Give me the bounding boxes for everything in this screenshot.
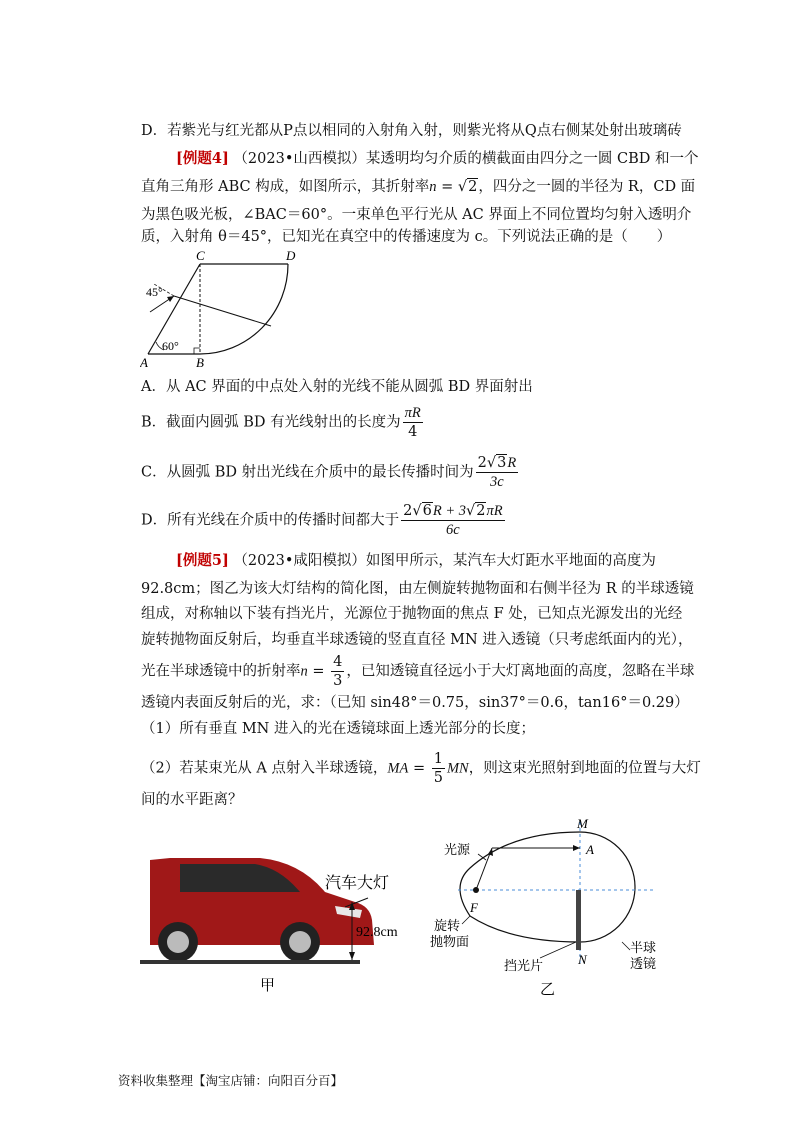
q2-text-a: （2）若某束光从 A 点射入半球透镜， (141, 760, 388, 777)
equals: = (408, 760, 430, 777)
ex5-question-2 (141, 750, 701, 787)
frac-den: 3c (490, 474, 504, 490)
option-c-text: C．从圆弧 BD 射出光线在介质中的最长传播时间为 (141, 464, 474, 481)
sqrt-6: 6 (422, 503, 432, 519)
label-a: A (140, 355, 148, 370)
var-r: R (507, 455, 517, 471)
lens-label-1: 半球 (630, 941, 657, 956)
ex4-option-b (141, 404, 425, 441)
angle-60: 60° (162, 339, 179, 353)
footer: 资料收集整理【淘宝店铺：向阳百分百】 (118, 1073, 344, 1088)
frac-den: 4 (408, 424, 418, 440)
ex4-line4: 质，入射角 θ＝45°，已知光在真空中的传播速度为 c。下列说法正确的是（ ） (141, 229, 672, 245)
fraction-time: $\frac{2√6R + 3√2\pi R}{6c}$ (403, 503, 503, 538)
ex5-line6: 透镜内表面反射后的光，求：（已知 sin48°＝0.75，sin37°＝0.6，tan16°＝0.29） (141, 695, 689, 711)
ex4-text2b: ，四分之一圆的半径为 R，CD 面 (478, 179, 696, 195)
ex5-text1: （2023•咸阳模拟）如图甲所示，某汽车大灯距水平地面的高度为 (233, 553, 656, 569)
fraction-1-5 (432, 750, 445, 787)
shield-label: 挡光片 (504, 959, 544, 974)
height-label: 92.8cm (356, 925, 398, 940)
num-mid: R + 3 (432, 503, 466, 519)
option-d-previous: D．若紫光与红光都从P点以相同的入射角入射，则紫光将从Q点右侧某处射出玻璃砖 (141, 123, 682, 139)
sqrt-2: 2 (468, 179, 478, 195)
equals: = (436, 179, 458, 195)
frac-num: 4 (333, 654, 343, 670)
ex5-tag: [例题5] (176, 552, 229, 569)
paraboloid-label-2: 抛物面 (430, 935, 470, 950)
lamp-label: 汽车大灯 (325, 873, 390, 892)
paraboloid-label-1: 旋转 (434, 919, 461, 934)
ex5-line2: 92.8cm；图乙为该大灯结构的简化图，由左侧旋转抛物面和右侧半径为 R 的半球透镜 (141, 581, 694, 597)
ex5-question-1: （1）所有垂直 MN 进入的光在透镜球面上透光部分的长度； (141, 721, 535, 737)
ex4-option-d (141, 502, 507, 539)
frac-den: 3 (333, 673, 343, 689)
frac-num: πR (404, 405, 421, 421)
car-figure (140, 840, 430, 1000)
frac-den: 6c (446, 522, 460, 538)
label-m: M (577, 818, 588, 831)
lens-label-2: 透镜 (630, 957, 657, 972)
var-ma: MA (387, 760, 409, 777)
option-b-text: B．截面内圆弧 BD 有光线射出的长度为 (141, 414, 401, 431)
text5a: 光在半球透镜中的折射率 (141, 663, 301, 680)
ex5-line5 (141, 653, 694, 690)
label-d: D (286, 248, 296, 263)
label-n: N (578, 952, 587, 967)
angle-45: 45° (146, 285, 163, 299)
source-label: 光源 (444, 843, 471, 858)
figure-b-caption: 乙 (540, 980, 556, 998)
num-coef: 2 (403, 503, 413, 519)
label-b: B (196, 355, 204, 370)
ex5-line4: 旋转抛物面反射后，均垂直半球透镜的竖直直径 MN 进入透镜（只考虑纸面内的光）， (141, 632, 693, 648)
option-d-text: D．所有光线在介质中的传播时间都大于 (141, 512, 400, 529)
text5b: ，已知透镜直径远小于大灯离地面的高度，忽略在半球 (346, 663, 695, 680)
ex4-tag: [例题4] (176, 150, 229, 167)
ex5-question-2-cont: 间的水平距离？ (141, 792, 243, 808)
num-pi-r: πR (486, 503, 503, 519)
ex4-line2: 直角三角形 ABC 构成，如图所示，其折射率n = √2，四分之一圆的半径为 R，CD 面 (141, 179, 696, 195)
ex4-text2a: 直角三角形 ABC 构成，如图所示，其折射率 (141, 179, 430, 195)
fraction-2root3r-3c: $\frac{2√3R}{3c}$ (477, 455, 517, 490)
figure-a-caption: 甲 (260, 976, 276, 994)
label-f: F (470, 900, 478, 915)
label-c: C (196, 248, 205, 263)
frac-den: 5 (433, 770, 443, 786)
var-mn: MN (446, 760, 469, 777)
ex4-option-a: A．从 AC 界面的中点处入射的光线不能从圆弧 BD 界面射出 (141, 379, 533, 395)
sqrt-2: 2 (476, 503, 486, 519)
ex4-figure (140, 248, 300, 370)
ex4-line3: 为黑色吸光板，∠BAC＝60°。一束单色平行光从 AC 界面上不同位置均匀射入透明介 (141, 207, 692, 223)
var-n: n (429, 179, 437, 195)
ex4-line1 (176, 149, 698, 169)
equals: = (307, 663, 330, 680)
fraction-pi-r-4 (403, 404, 423, 441)
num-coef: 2 (477, 455, 487, 471)
ex4-option-c (141, 454, 520, 491)
fraction-4-3 (331, 653, 344, 690)
ex5-line1 (176, 551, 656, 571)
frac-num: 1 (433, 751, 443, 767)
lamp-structure-figure (430, 818, 690, 998)
sqrt-3: 3 (497, 455, 507, 471)
ex4-text1: （2023•山西模拟）某透明均匀介质的横截面由四分之一圆 CBD 和一个 (233, 151, 699, 167)
q2-text-b: ，则这束光照射到地面的位置与大灯 (468, 760, 701, 777)
label-a: A (586, 842, 594, 857)
var-n: n (300, 663, 308, 680)
ex5-line3: 组成，对称轴以下装有挡光片，光源位于抛物面的焦点 F 处，已知点光源发出的光经 (141, 606, 683, 622)
